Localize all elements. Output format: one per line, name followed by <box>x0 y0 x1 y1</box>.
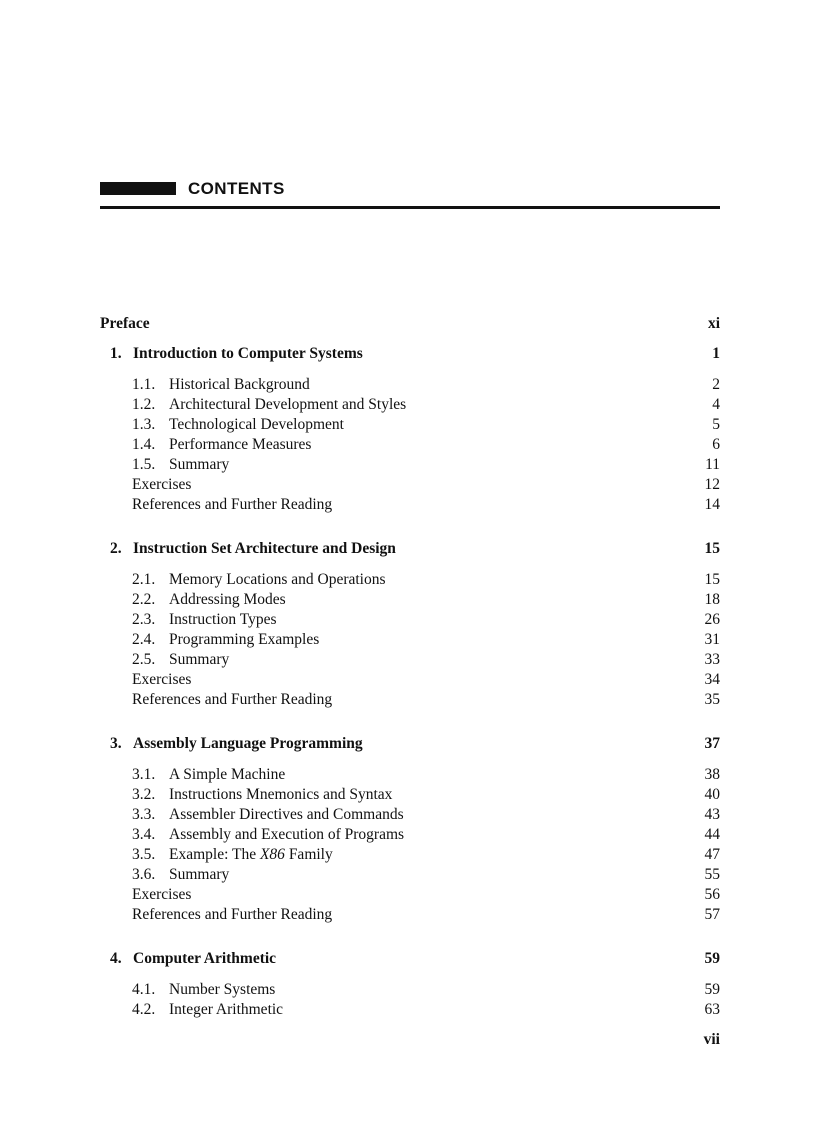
preface-page: xi <box>707 315 720 332</box>
section-title: Number Systems <box>169 981 276 998</box>
section-page: 5 <box>712 416 720 433</box>
section-page: 43 <box>704 806 720 823</box>
section-title: Assembler Directives and Commands <box>169 806 404 823</box>
toc-entry <box>132 495 720 515</box>
section-number: 2.5. <box>132 651 156 668</box>
section-number: 3.1. <box>132 766 156 783</box>
toc-entry <box>132 765 720 785</box>
section-page: 47 <box>704 846 720 863</box>
section-page: 63 <box>704 1001 720 1018</box>
toc-entry <box>132 690 720 710</box>
section-title: Memory Locations and Operations <box>169 571 386 588</box>
toc-entry <box>132 570 720 590</box>
section-number: 3.3. <box>132 806 156 823</box>
section-page: 35 <box>704 691 720 708</box>
chapter-number: 1. <box>110 345 122 362</box>
toc-entry <box>132 395 720 415</box>
chapter-number: 2. <box>110 540 122 557</box>
page-number: vii <box>703 1031 720 1048</box>
section-number: 2.2. <box>132 591 156 608</box>
section-number: 3.6. <box>132 866 156 883</box>
section-page: 34 <box>704 671 720 688</box>
section-number: 1.3. <box>132 416 156 433</box>
header-rule <box>100 206 720 209</box>
toc-entry <box>132 415 720 435</box>
chapter-page: 1 <box>712 345 720 362</box>
section-title: Addressing Modes <box>169 591 286 608</box>
section-page: 33 <box>704 651 720 668</box>
section-page: 2 <box>712 376 720 393</box>
toc-entry <box>132 905 720 925</box>
chapter-title: Computer Arithmetic <box>133 950 277 967</box>
toc-entry <box>132 825 720 845</box>
section-number: 3.5. <box>132 846 156 863</box>
section-title: Instructions Mnemonics and Syntax <box>169 786 393 803</box>
toc-entry <box>132 670 720 690</box>
section-title: Instruction Types <box>169 611 277 628</box>
section-page: 57 <box>704 906 720 923</box>
chapter-page: 15 <box>704 540 720 557</box>
section-title: Historical Background <box>169 376 310 393</box>
toc-entry <box>132 375 720 395</box>
section-page: 15 <box>704 571 720 588</box>
section-number: 2.4. <box>132 631 156 648</box>
section-page: 56 <box>704 886 720 903</box>
preface-label: Preface <box>100 315 150 332</box>
section-page: 6 <box>712 436 720 453</box>
section-title: Architectural Development and Styles <box>169 396 407 413</box>
section-number: 2.1. <box>132 571 156 588</box>
toc-entry <box>132 865 720 885</box>
section-title: References and Further Reading <box>132 691 333 708</box>
toc-entry <box>132 805 720 825</box>
section-title: Exercises <box>132 476 192 493</box>
section-page: 31 <box>704 631 720 648</box>
section-title-suffix: Family <box>284 846 333 863</box>
toc-entry <box>132 845 720 865</box>
chapter-2-heading <box>110 539 720 559</box>
section-page: 26 <box>704 611 720 628</box>
toc-entry <box>132 650 720 670</box>
section-page: 14 <box>704 496 720 513</box>
chapter-page: 37 <box>704 735 720 752</box>
section-page: 11 <box>705 456 720 473</box>
section-title: Exercises <box>132 886 192 903</box>
section-number: 2.3. <box>132 611 156 628</box>
section-title: Assembly and Execution of Programs <box>169 826 405 843</box>
section-title: Exercises <box>132 671 192 688</box>
section-page: 40 <box>704 786 720 803</box>
chapter-page: 59 <box>704 950 720 967</box>
section-page: 18 <box>704 591 720 608</box>
section-number: 1.1. <box>132 376 156 393</box>
toc-entry <box>132 610 720 630</box>
toc-entry <box>132 885 720 905</box>
header-block-bar <box>100 182 176 195</box>
chapter-title: Introduction to Computer Systems <box>133 345 363 362</box>
section-title: Performance Measures <box>169 436 312 453</box>
section-number: 4.2. <box>132 1001 156 1018</box>
section-page: 55 <box>704 866 720 883</box>
page-title: CONTENTS <box>188 179 285 198</box>
section-page: 38 <box>704 766 720 783</box>
section-number: 4.1. <box>132 981 156 998</box>
chapter-3-heading <box>110 734 720 754</box>
section-title: Summary <box>169 866 230 883</box>
toc-entry <box>132 590 720 610</box>
section-title: Summary <box>169 651 230 668</box>
toc-preface <box>100 314 720 334</box>
toc-entry <box>132 1000 720 1020</box>
section-number: 3.4. <box>132 826 156 843</box>
chapter-title: Assembly Language Programming <box>133 735 363 752</box>
section-title: Summary <box>169 456 230 473</box>
section-title: Integer Arithmetic <box>169 1001 284 1018</box>
toc-entry <box>132 980 720 1000</box>
chapter-title: Instruction Set Architecture and Design <box>133 540 396 557</box>
chapter-4-heading <box>110 949 720 969</box>
chapter-number: 4. <box>110 950 122 967</box>
toc-entry <box>132 475 720 495</box>
toc-entry <box>132 630 720 650</box>
chapter-number: 3. <box>110 735 122 752</box>
section-title: References and Further Reading <box>132 906 333 923</box>
section-title: Programming Examples <box>169 631 320 648</box>
toc-entry <box>132 435 720 455</box>
chapter-1-heading <box>110 344 720 364</box>
section-title-italic: X86 <box>259 846 285 863</box>
section-title: A Simple Machine <box>169 766 286 783</box>
section-title-prefix: Example: The <box>169 846 260 863</box>
section-number: 3.2. <box>132 786 156 803</box>
section-page: 44 <box>704 826 720 843</box>
section-title: Technological Development <box>169 416 344 433</box>
section-page: 4 <box>712 396 720 413</box>
contents-header <box>100 178 720 209</box>
section-number: 1.2. <box>132 396 156 413</box>
section-title: References and Further Reading <box>132 496 333 513</box>
toc-entry <box>132 785 720 805</box>
toc-entry <box>132 455 720 475</box>
section-number: 1.5. <box>132 456 156 473</box>
section-number: 1.4. <box>132 436 156 453</box>
section-page: 12 <box>704 476 720 493</box>
section-page: 59 <box>704 981 720 998</box>
